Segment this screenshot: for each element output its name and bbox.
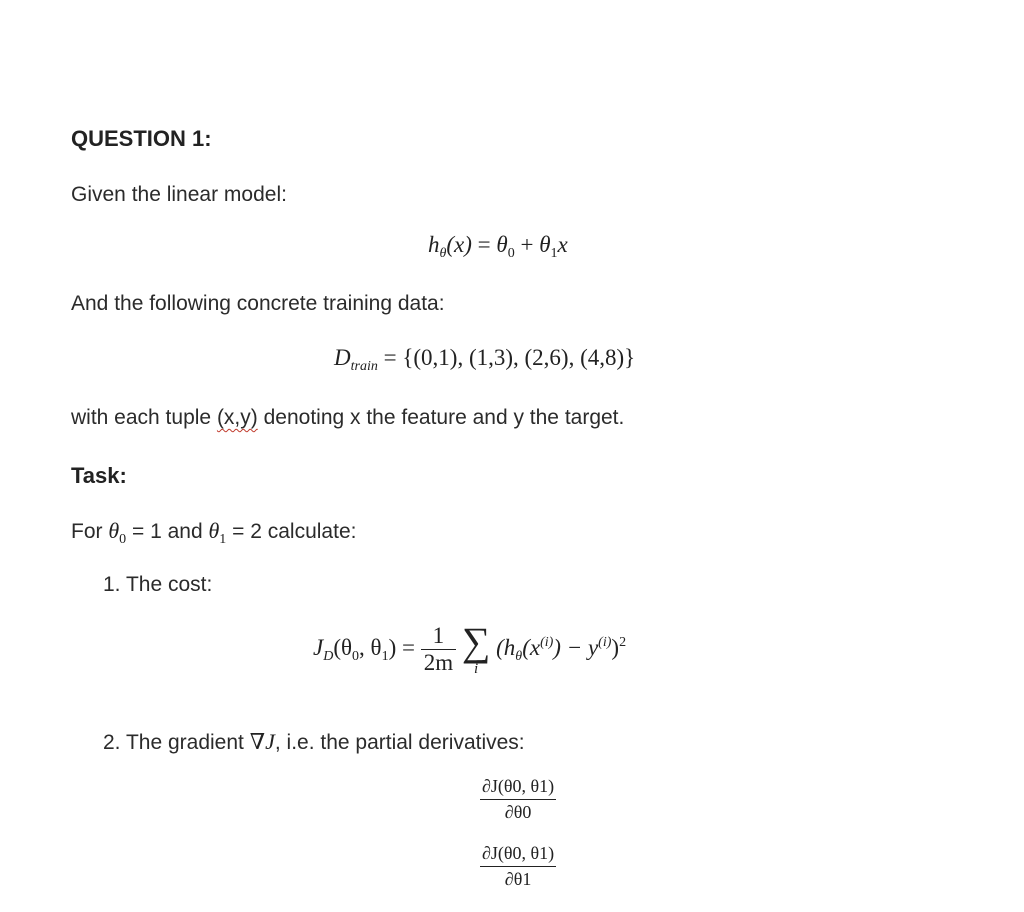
- cost-J-sub: D: [323, 648, 334, 664]
- for-theta0: θ: [108, 518, 120, 543]
- model-theta0: θ: [496, 232, 508, 257]
- model-eq: =: [477, 232, 491, 257]
- partial-derivative-theta0: [480, 776, 556, 823]
- deriv1-denominator: ∂θ0: [504, 802, 532, 822]
- model-theta1: θ: [539, 232, 551, 257]
- model-h: h: [428, 232, 440, 257]
- cost-args: (θ: [333, 634, 353, 660]
- item2-after: , i.e. the partial derivatives:: [274, 731, 525, 754]
- item-1-label: 1. The cost:: [103, 573, 213, 596]
- tuple-after: denoting x the feature and y the target.: [257, 406, 625, 429]
- for-line: [71, 518, 356, 548]
- model-plus: +: [520, 232, 534, 257]
- model-h-sub: θ: [439, 246, 447, 261]
- for-text: For: [71, 520, 109, 543]
- linear-model-equation: [428, 232, 568, 262]
- intro-text: Given the linear model:: [71, 183, 287, 206]
- task-heading: Task:: [71, 463, 127, 488]
- partial-derivative-theta1: [480, 843, 556, 890]
- deriv2-numerator: ∂J(θ0, θ1): [480, 843, 556, 867]
- cost-h-sub: θ: [515, 648, 523, 664]
- cost-fraction: [421, 623, 456, 676]
- question-heading: QUESTION 1:: [71, 126, 212, 151]
- sum-symbol: ∑: [461, 619, 491, 664]
- cost-sum: [461, 619, 491, 677]
- cost-power: 2: [619, 634, 627, 650]
- cost-body-close: ): [611, 634, 620, 660]
- model-arg: (x): [446, 232, 472, 257]
- cost-args-sub1: 1: [381, 648, 389, 664]
- cost-args-sub0: 0: [352, 648, 360, 664]
- model-theta0-sub: 0: [507, 246, 515, 261]
- train-D-sub: train: [350, 359, 378, 374]
- train-eq: =: [383, 345, 397, 370]
- sum-index: i: [474, 661, 479, 677]
- cost-frac-den: 2m: [423, 650, 454, 675]
- cost-frac-num: 1: [421, 623, 456, 650]
- item-2-label: [103, 729, 525, 755]
- model-x: x: [557, 232, 568, 257]
- cost-equation: [313, 619, 627, 677]
- for-theta1: θ: [208, 518, 220, 543]
- cost-args-end: ): [388, 634, 397, 660]
- cost-body-mid: ) − y: [553, 634, 599, 660]
- training-intro-text: And the following concrete training data:: [71, 292, 445, 315]
- tuple-xy: (x,y): [216, 406, 258, 429]
- for-theta1-sub: 1: [219, 532, 227, 547]
- cost-x-sup: (i): [540, 634, 554, 650]
- cost-J: J: [313, 634, 324, 660]
- train-D: D: [334, 345, 351, 370]
- model-theta1-sub: 1: [550, 246, 558, 261]
- deriv1-numerator: ∂J(θ0, θ1): [480, 776, 556, 800]
- cost-body-open: (h: [496, 634, 516, 660]
- cost-args-mid: , θ: [359, 634, 382, 660]
- item2-nabla: ∇J: [249, 729, 275, 754]
- deriv2-denominator: ∂θ1: [504, 869, 532, 889]
- cost-body-x: (x: [522, 634, 541, 660]
- tuple-before: with each tuple: [71, 406, 217, 429]
- for-theta0-sub: 0: [119, 532, 127, 547]
- for-eq2: = 2 calculate:: [226, 520, 357, 543]
- for-eq1: = 1 and: [126, 520, 209, 543]
- item2-before: 2. The gradient: [103, 731, 250, 754]
- train-set: {(0,1), (1,3), (2,6), (4,8)}: [402, 345, 636, 370]
- training-data-equation: [334, 345, 635, 375]
- cost-y-sup: (i): [598, 634, 612, 650]
- tuple-description: [71, 406, 624, 430]
- cost-eq: =: [401, 634, 415, 660]
